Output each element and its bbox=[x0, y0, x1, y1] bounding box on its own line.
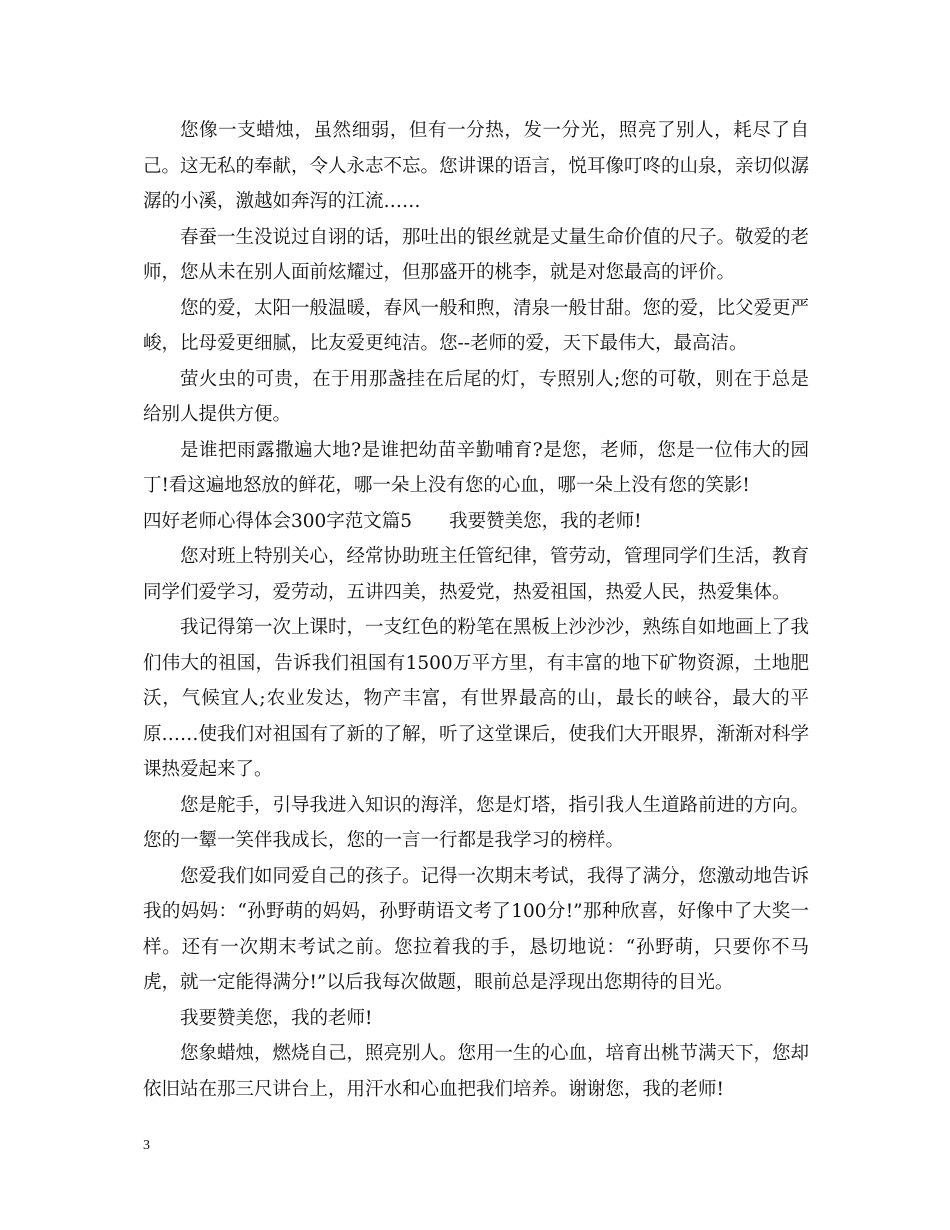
paragraph-helmsman: 您是舵手，引导我进入知识的海洋，您是灯塔，指引我人生道路前进的方向。您的一颦一笑伴我成长，您的一言一行都是我学习的榜样。 bbox=[143, 794, 810, 851]
section-heading: 四好老师心得体会300字范文篇5 我要赞美您，我的老师! bbox=[143, 510, 642, 532]
paragraph-thanks: 您象蜡烛，燃烧自己，照亮别人。您用一生的心血，培育出桃节满天下，您却依旧站在那三尺讲台上，用汗水和心血把我们培养。谢谢您，我的老师! bbox=[143, 1043, 810, 1100]
paragraph-first-class: 我记得第一次上课时，一支红色的粉笔在黑板上沙沙沙，熟练自如地画上了我们伟大的祖国，告诉我们祖国有1500万平方里，有丰富的地下矿物资源，土地肥沃，气候宜人;农业发达，物产丰富，有世界最高的山，最长的峡谷，最大的平原……使我们对祖国有了新的了解，听了这堂课后，使我们大开眼界，渐渐对科学课热爱起来了。 bbox=[143, 617, 810, 780]
paragraph-praise: 我要赞美您，我的老师! bbox=[180, 1007, 373, 1029]
document-body bbox=[143, 113, 809, 1107]
paragraph-class-care: 您对班上特别关心，经常协助班主任管纪律，管劳动，管理同学们生活，教育同学们爱学习，爱劳动，五讲四美，热爱党，热爱祖国，热爱人民，热爱集体。 bbox=[143, 546, 810, 603]
paragraph-candle: 您像一支蜡烛，虽然细弱，但有一分热，发一分光，照亮了别人，耗尽了自己。这无私的奉献，令人永志不忘。您讲课的语言，悦耳像叮咚的山泉，亲切似潺潺的小溪，激越如奔泻的江流…… bbox=[143, 120, 810, 212]
paragraph-love: 您的爱，太阳一般温暖，春风一般和煦，清泉一般甘甜。您的爱，比父爱更严峻，比母爱更细腻，比友爱更纯洁。您--老师的爱，天下最伟大，最高洁。 bbox=[143, 297, 810, 354]
paragraph-gardener: 是谁把雨露撒遍大地?是谁把幼苗辛勤哺育?是您，老师，您是一位伟大的园丁!看这遍地怒放的鲜花，哪一朵上没有您的心血，哪一朵上没有您的笑影! bbox=[143, 439, 809, 496]
paragraph-firefly: 萤火虫的可贵，在于用那盏挂在后尾的灯，专照别人;您的可敬，则在于总是给别人提供方便。 bbox=[143, 368, 809, 425]
page-number: 3 bbox=[143, 1138, 150, 1153]
paragraph-exam: 您爱我们如同爱自己的孩子。记得一次期末考试，我得了满分，您激动地告诉我的妈妈：“孙野萌的妈妈，孙野萌语文考了100分!”那种欣喜，好像中了大奖一样。还有一次期末考试之前。您拉着我的手，恳切地说：“孙野萌，只要你不马虎，就一定能得满分!”以后我每次做题，眼前总是浮现出您期待的目光。 bbox=[143, 865, 810, 993]
paragraph-silkworm: 春蚕一生没说过自诩的话，那吐出的银丝就是丈量生命价值的尺子。敬爱的老师，您从未在别人面前炫耀过，但那盛开的桃李，就是对您最高的评价。 bbox=[143, 226, 810, 283]
